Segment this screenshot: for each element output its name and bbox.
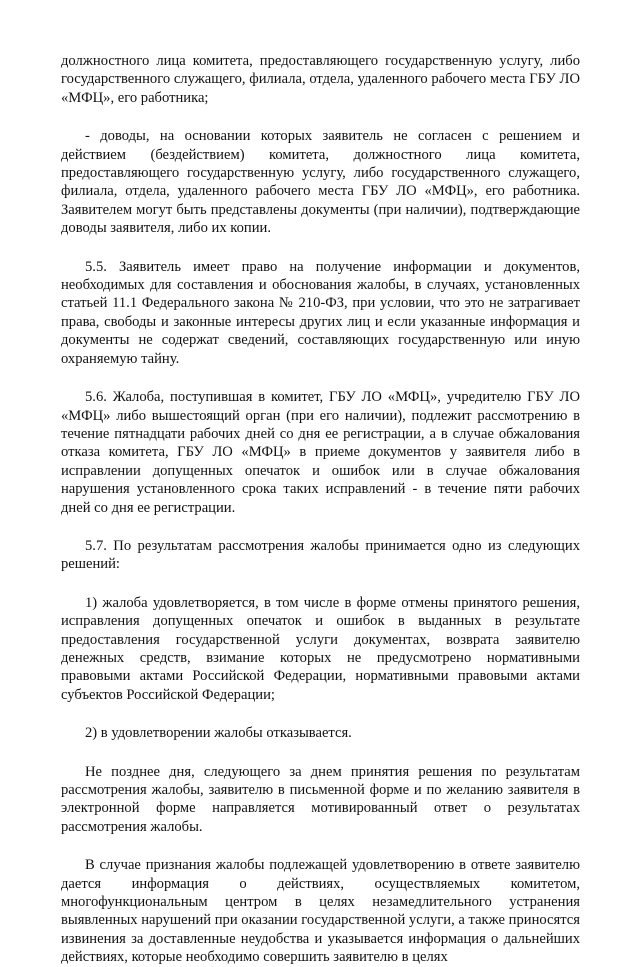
paragraph-5-7: 5.7. По результатам рассмотрения жалобы принимается одно из следующих решений: [61,537,580,573]
paragraph-response-deadline: Не позднее дня, следующего за днем принятия решения по результатам рассмотрения жалобы, заявителю в письменной форме и по желанию заявителя в электронной форме направляется мотивированный ответ о результатах рассмотрения жалобы. [61,763,580,835]
paragraph-arguments: - доводы, на основании которых заявитель не согласен с решением и действием (бездействием) комитета, должностного лица комитета, предоставляющего государственную услугу, либо государственного служащего, филиала, отдела, удаленного рабочего места ГБУ ЛО «МФЦ», его работника. Заявителем могут быть представлены документы (при наличии), подтверждающие доводы заявителя, либо их копии. [61,128,580,237]
document-body [61,52,580,967]
paragraph-5-6: 5.6. Жалоба, поступившая в комитет, ГБУ ЛО «МФЦ», учредителю ГБУ ЛО «МФЦ» либо вышестоящий орган (при его наличии), подлежит рассмотрению в течение пятнадцати рабочих дней со дня ее регистрации, а в случае обжалования отказа комитета, ГБУ ЛО «МФЦ» в приеме документов у заявителя либо в исправлении допущенных опечаток и ошибок или в случае обжалования нарушения установленного срока таких исправлений - в течение пяти рабочих дней со дня ее регистрации. [61,389,580,516]
list-item-1: 1) жалоба удовлетворяется, в том числе в форме отмены принятого решения, исправления допущенных опечаток и ошибок в выданных в результате предоставления государственной услуги документах, возврата заявителю денежных средств, взимание которых не предусмотрено нормативными правовыми актами Российской Федерации, нормативными правовыми актами субъектов Российской Федерации; [61,594,580,703]
paragraph-satisfaction-info: В случае признания жалобы подлежащей удовлетворению в ответе заявителю дается информация о действиях, осуществляемых комитетом, многофункциональным центром в целях незамедлительного устранения выявленных нарушений при оказании государственной услуги, а также приносятся извинения за доставленные неудобства и указывается информация о дальнейших действиях, которые необходимо совершить заявителю в целях [61,857,580,966]
paragraph-continuation: должностного лица комитета, предоставляющего государственную услугу, либо государственного служащего, филиала, отдела, удаленного рабочего места ГБУ ЛО «МФЦ», его работника; [61,53,580,106]
paragraph-5-5: 5.5. Заявитель имеет право на получение информации и документов, необходимых для составления и обоснования жалобы, в случаях, установленных статьей 11.1 Федерального закона № 210-ФЗ, при условии, что это не затрагивает права, свободы и законные интересы других лиц и если указанные информация и документы не содержат сведений, составляющих государственную или иную охраняемую тайну. [61,258,580,367]
list-item-2: 2) в удовлетворении жалобы отказывается. [85,725,352,742]
